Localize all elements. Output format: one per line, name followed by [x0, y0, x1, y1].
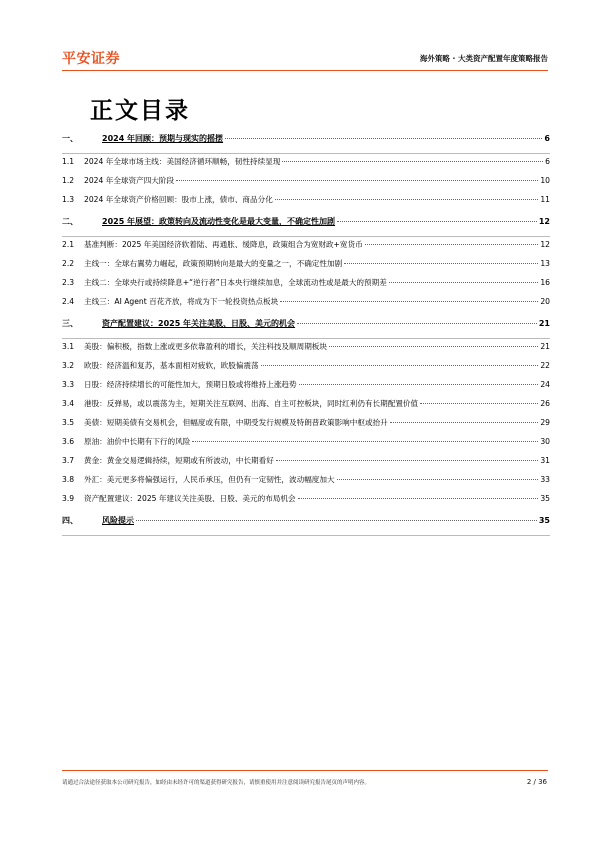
toc-item-number: 2.4 — [62, 297, 75, 306]
toc-page-number: 10 — [540, 176, 550, 185]
toc-leader-dots — [280, 301, 538, 302]
toc-item-number: 3.6 — [62, 437, 75, 446]
toc-item-title: 外汇：美元更多将偏强运行，人民币承压，但仍有一定韧性，波动幅度加大 — [84, 475, 335, 484]
toc-item-title: 基准判断：2025 年美国经济软着陆、再通胀、缓降息，政策组合为宽财政+宽货币 — [84, 240, 363, 249]
toc-section[interactable] — [62, 515, 550, 533]
toc-page-number: 26 — [540, 399, 550, 408]
header-divider — [62, 70, 548, 71]
toc-item-number: 2.1 — [62, 240, 75, 249]
toc-leader-dots — [275, 199, 539, 200]
toc-page-number: 29 — [540, 418, 550, 427]
toc-item[interactable] — [62, 296, 550, 315]
page-header — [62, 48, 548, 70]
toc-leader-dots — [344, 263, 538, 264]
toc-leader-dots — [136, 520, 537, 521]
toc-item-title: 原油：油价中长期有下行的风险 — [84, 437, 191, 446]
toc-item-title: 美债：短期美债有交易机会，但幅度或有限，中期受发行规模及特朗普政策影响中枢或抬升 — [84, 418, 388, 427]
toc-item[interactable] — [62, 175, 550, 194]
section-separator — [62, 153, 550, 154]
toc-item-number: 1.1 — [62, 157, 75, 166]
toc-section-title: 2025 年展望：政策转向及流动性变化是最大变量，不确定性加剧 — [102, 217, 336, 226]
toc-item-number: 1.3 — [62, 195, 75, 204]
toc-item[interactable] — [62, 417, 550, 436]
toc-item[interactable] — [62, 277, 550, 296]
toc-page-number: 16 — [540, 278, 550, 287]
toc-leader-dots — [390, 422, 539, 423]
toc-leader-dots — [337, 221, 537, 222]
section-separator — [62, 535, 550, 536]
toc-leader-dots — [192, 441, 538, 442]
toc-page-number: 12 — [538, 217, 550, 226]
toc-item[interactable] — [62, 341, 550, 360]
toc-item[interactable] — [62, 239, 550, 258]
toc-item[interactable] — [62, 194, 550, 213]
toc-section-number: 三、 — [62, 319, 78, 328]
toc-leader-dots — [337, 479, 539, 480]
toc-page-number: 31 — [540, 456, 550, 465]
toc-item-number: 2.2 — [62, 259, 75, 268]
toc-leader-dots — [276, 460, 538, 461]
toc-page-number: 33 — [540, 475, 550, 484]
toc-item-title: 欧股：经济温和复苏，基本面相对疲软，欧股偏震荡 — [84, 361, 259, 370]
toc-item[interactable] — [62, 360, 550, 379]
toc-page-number: 20 — [540, 297, 550, 306]
toc-item-title: 主线二：全球央行或持续降息+“逆行者”日本央行继续加息，全球流动性或是最大的预期差 — [84, 278, 387, 287]
toc-leader-dots — [282, 161, 543, 162]
toc-item-title: 2024 年全球市场主线：美国经济循环顺畅，韧性持续显现 — [84, 157, 281, 166]
toc-page-number: 6 — [545, 157, 550, 166]
toc-item[interactable] — [62, 474, 550, 493]
section-separator — [62, 338, 550, 339]
toc-page-number: 22 — [540, 361, 550, 370]
toc-item-title: 2024 年全球资产四大阶段 — [84, 176, 175, 185]
toc-item[interactable] — [62, 455, 550, 474]
toc-leader-dots — [389, 282, 539, 283]
toc-item[interactable] — [62, 436, 550, 455]
footer-divider — [62, 770, 548, 771]
section-separator — [62, 236, 550, 237]
toc-section-title: 2024 年回顾：预期与现实的摇摆 — [102, 134, 224, 143]
toc-item-number: 3.5 — [62, 418, 75, 427]
page-number: 2 / 36 — [526, 778, 547, 786]
toc-item-number: 3.3 — [62, 380, 75, 389]
toc-item[interactable] — [62, 156, 550, 175]
table-of-contents — [62, 130, 550, 538]
toc-section-number: 二、 — [62, 217, 78, 226]
toc-item[interactable] — [62, 379, 550, 398]
toc-item-title: 主线三：AI Agent 百花齐放，将成为下一轮投资热点板块 — [84, 297, 279, 306]
footer-disclaimer: 请通过合法途径获取本公司研究报告，如经由未经许可的渠道获得研究报告，请慎重使用并注意阅读研究报告尾页的声明内容。 — [62, 780, 371, 786]
toc-item-title: 港股：反弹易，或以震荡为主，短期关注互联网、出海、自主可控板块，同时红利仍有长期配置价值 — [84, 399, 419, 408]
toc-item-number: 3.4 — [62, 399, 75, 408]
toc-item[interactable] — [62, 398, 550, 417]
toc-leader-dots — [298, 498, 539, 499]
toc-item-title: 日股：经济持续增长的可能性加大，预期日股或将维持上涨趋势 — [84, 380, 297, 389]
toc-item-number: 3.1 — [62, 342, 75, 351]
toc-section[interactable] — [62, 318, 550, 336]
toc-leader-dots — [299, 384, 539, 385]
toc-item[interactable] — [62, 493, 550, 512]
toc-section-title: 资产配置建议：2025 年关注美股、日股、美元的机会 — [102, 319, 296, 328]
toc-page-number: 21 — [540, 342, 550, 351]
toc-item-title: 2024 年全球资产价格回顾：股市上涨，债市、商品分化 — [84, 195, 273, 204]
toc-page-number: 11 — [540, 195, 550, 204]
toc-item-number: 3.9 — [62, 494, 75, 503]
toc-leader-dots — [225, 138, 542, 139]
toc-item-title: 资产配置建议：2025 年建议关注美股、日股、美元的布局机会 — [84, 494, 296, 503]
toc-leader-dots — [176, 180, 538, 181]
toc-item-number: 3.7 — [62, 456, 75, 465]
toc-leader-dots — [420, 403, 538, 404]
toc-page-number: 35 — [540, 494, 550, 503]
page-title: 正文目录 — [90, 98, 190, 124]
toc-item-title: 美股：偏积极，指数上涨或更多依靠盈利的增长，关注科技及顺周期板块 — [84, 342, 327, 351]
toc-item[interactable] — [62, 258, 550, 277]
toc-item-number: 3.2 — [62, 361, 75, 370]
toc-leader-dots — [365, 244, 539, 245]
toc-section-number: 四、 — [62, 516, 78, 525]
toc-item-title: 主线一：全球右翼势力崛起，政策预期转向是最大的变量之一，不确定性加剧 — [84, 259, 343, 268]
toc-item-number: 3.8 — [62, 475, 75, 484]
toc-page-number: 24 — [540, 380, 550, 389]
brand-logo: 平安证券 — [62, 51, 120, 67]
toc-page-number: 30 — [540, 437, 550, 446]
toc-page-number: 21 — [538, 319, 550, 328]
toc-section-title: 风险提示 — [102, 516, 134, 525]
toc-item-number: 1.2 — [62, 176, 75, 185]
toc-leader-dots — [297, 323, 537, 324]
toc-leader-dots — [329, 346, 538, 347]
toc-page-number: 12 — [540, 240, 550, 249]
toc-section[interactable] — [62, 133, 550, 151]
toc-page-number: 13 — [540, 259, 550, 268]
toc-page-number: 6 — [544, 134, 550, 143]
toc-section-number: 一、 — [62, 134, 78, 143]
toc-leader-dots — [261, 365, 539, 366]
toc-item-title: 黄金：黄金交易逻辑持续，短期或有所波动，中长期看好 — [84, 456, 274, 465]
toc-item-number: 2.3 — [62, 278, 75, 287]
toc-section[interactable] — [62, 216, 550, 234]
toc-page-number: 35 — [538, 516, 550, 525]
report-title: 海外策略 · 大类资产配置年度策略报告 — [419, 54, 548, 63]
